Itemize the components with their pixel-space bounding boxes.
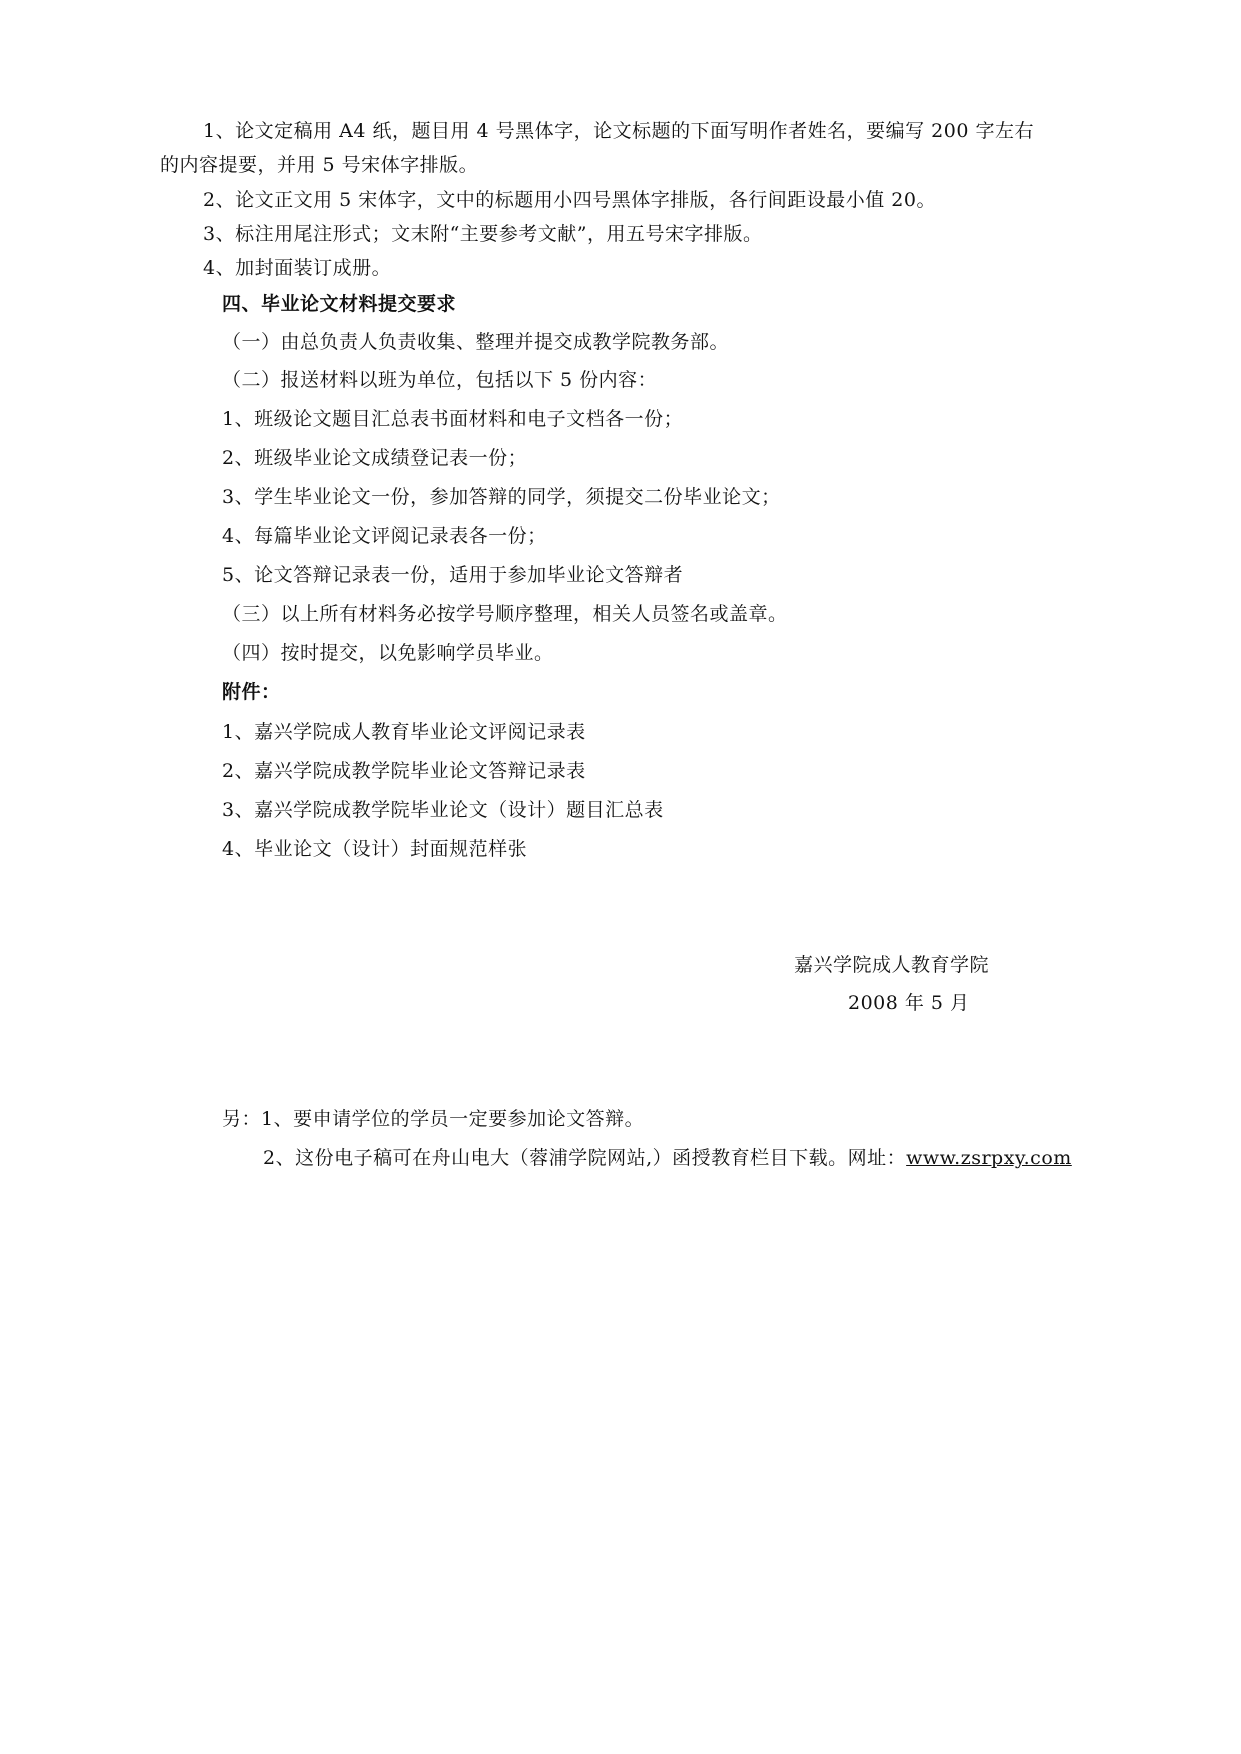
format-item-3: 3、标注用尾注形式；文末附“主要参考文献”，用五号宋字排版。 [203, 223, 763, 245]
signature-date: 2008 年 5 月 [848, 992, 970, 1014]
section-4-heading: 四、毕业论文材料提交要求 [222, 293, 457, 315]
attachment-item-1: 1、嘉兴学院成人教育毕业论文评阅记录表 [222, 721, 586, 743]
section-4-item-5: 5、论文答辩记录表一份，适用于参加毕业论文答辩者 [222, 564, 684, 586]
section-4-para-1: （一）由总负责人负责收集、整理并提交成教学院教务部。 [222, 331, 730, 353]
note-1: 另：1、要申请学位的学员一定要参加论文答辩。 [222, 1108, 645, 1130]
attachments-heading: 附件： [222, 681, 281, 703]
attachment-item-2: 2、嘉兴学院成教学院毕业论文答辩记录表 [222, 760, 586, 782]
section-4-para-4: （四）按时提交，以免影响学员毕业。 [222, 642, 554, 664]
format-item-1-line-2: 的内容提要，并用 5 号宋体字排版。 [160, 154, 479, 176]
section-4-item-3: 3、学生毕业论文一份，参加答辩的同学，须提交二份毕业论文； [222, 486, 781, 508]
attachment-item-4: 4、毕业论文（设计）封面规范样张 [222, 838, 528, 860]
attachment-item-3: 3、嘉兴学院成教学院毕业论文（设计）题目汇总表 [222, 799, 664, 821]
section-4-item-4: 4、每篇毕业论文评阅记录表各一份； [222, 525, 547, 547]
format-item-4: 4、加封面装订成册。 [203, 257, 392, 279]
section-4-item-2: 2、班级毕业论文成绩登记表一份； [222, 447, 528, 469]
note-2-text: 2、这份电子稿可在舟山电大（蓉浦学院网站,）函授教育栏目下载。网址： [263, 1147, 907, 1169]
website-link[interactable]: www.zsrpxy.com [906, 1147, 1072, 1169]
section-4-para-3: （三）以上所有材料务必按学号顺序整理，相关人员签名或盖章。 [222, 603, 788, 625]
section-4-para-2: （二）报送材料以班为单位，包括以下 5 份内容： [222, 369, 658, 391]
section-4-item-1: 1、班级论文题目汇总表书面材料和电子文档各一份； [222, 408, 684, 430]
note-2 [263, 1146, 1072, 1170]
format-item-2: 2、论文正文用 5 宋体字，文中的标题用小四号黑体字排版，各行间距设最小值 20。 [203, 189, 936, 211]
format-item-1-line-1: 1、论文定稿用 A4 纸，题目用 4 号黑体字，论文标题的下面写明作者姓名，要编写 200 字左右 [203, 120, 1034, 142]
signature-org: 嘉兴学院成人教育学院 [794, 954, 990, 976]
